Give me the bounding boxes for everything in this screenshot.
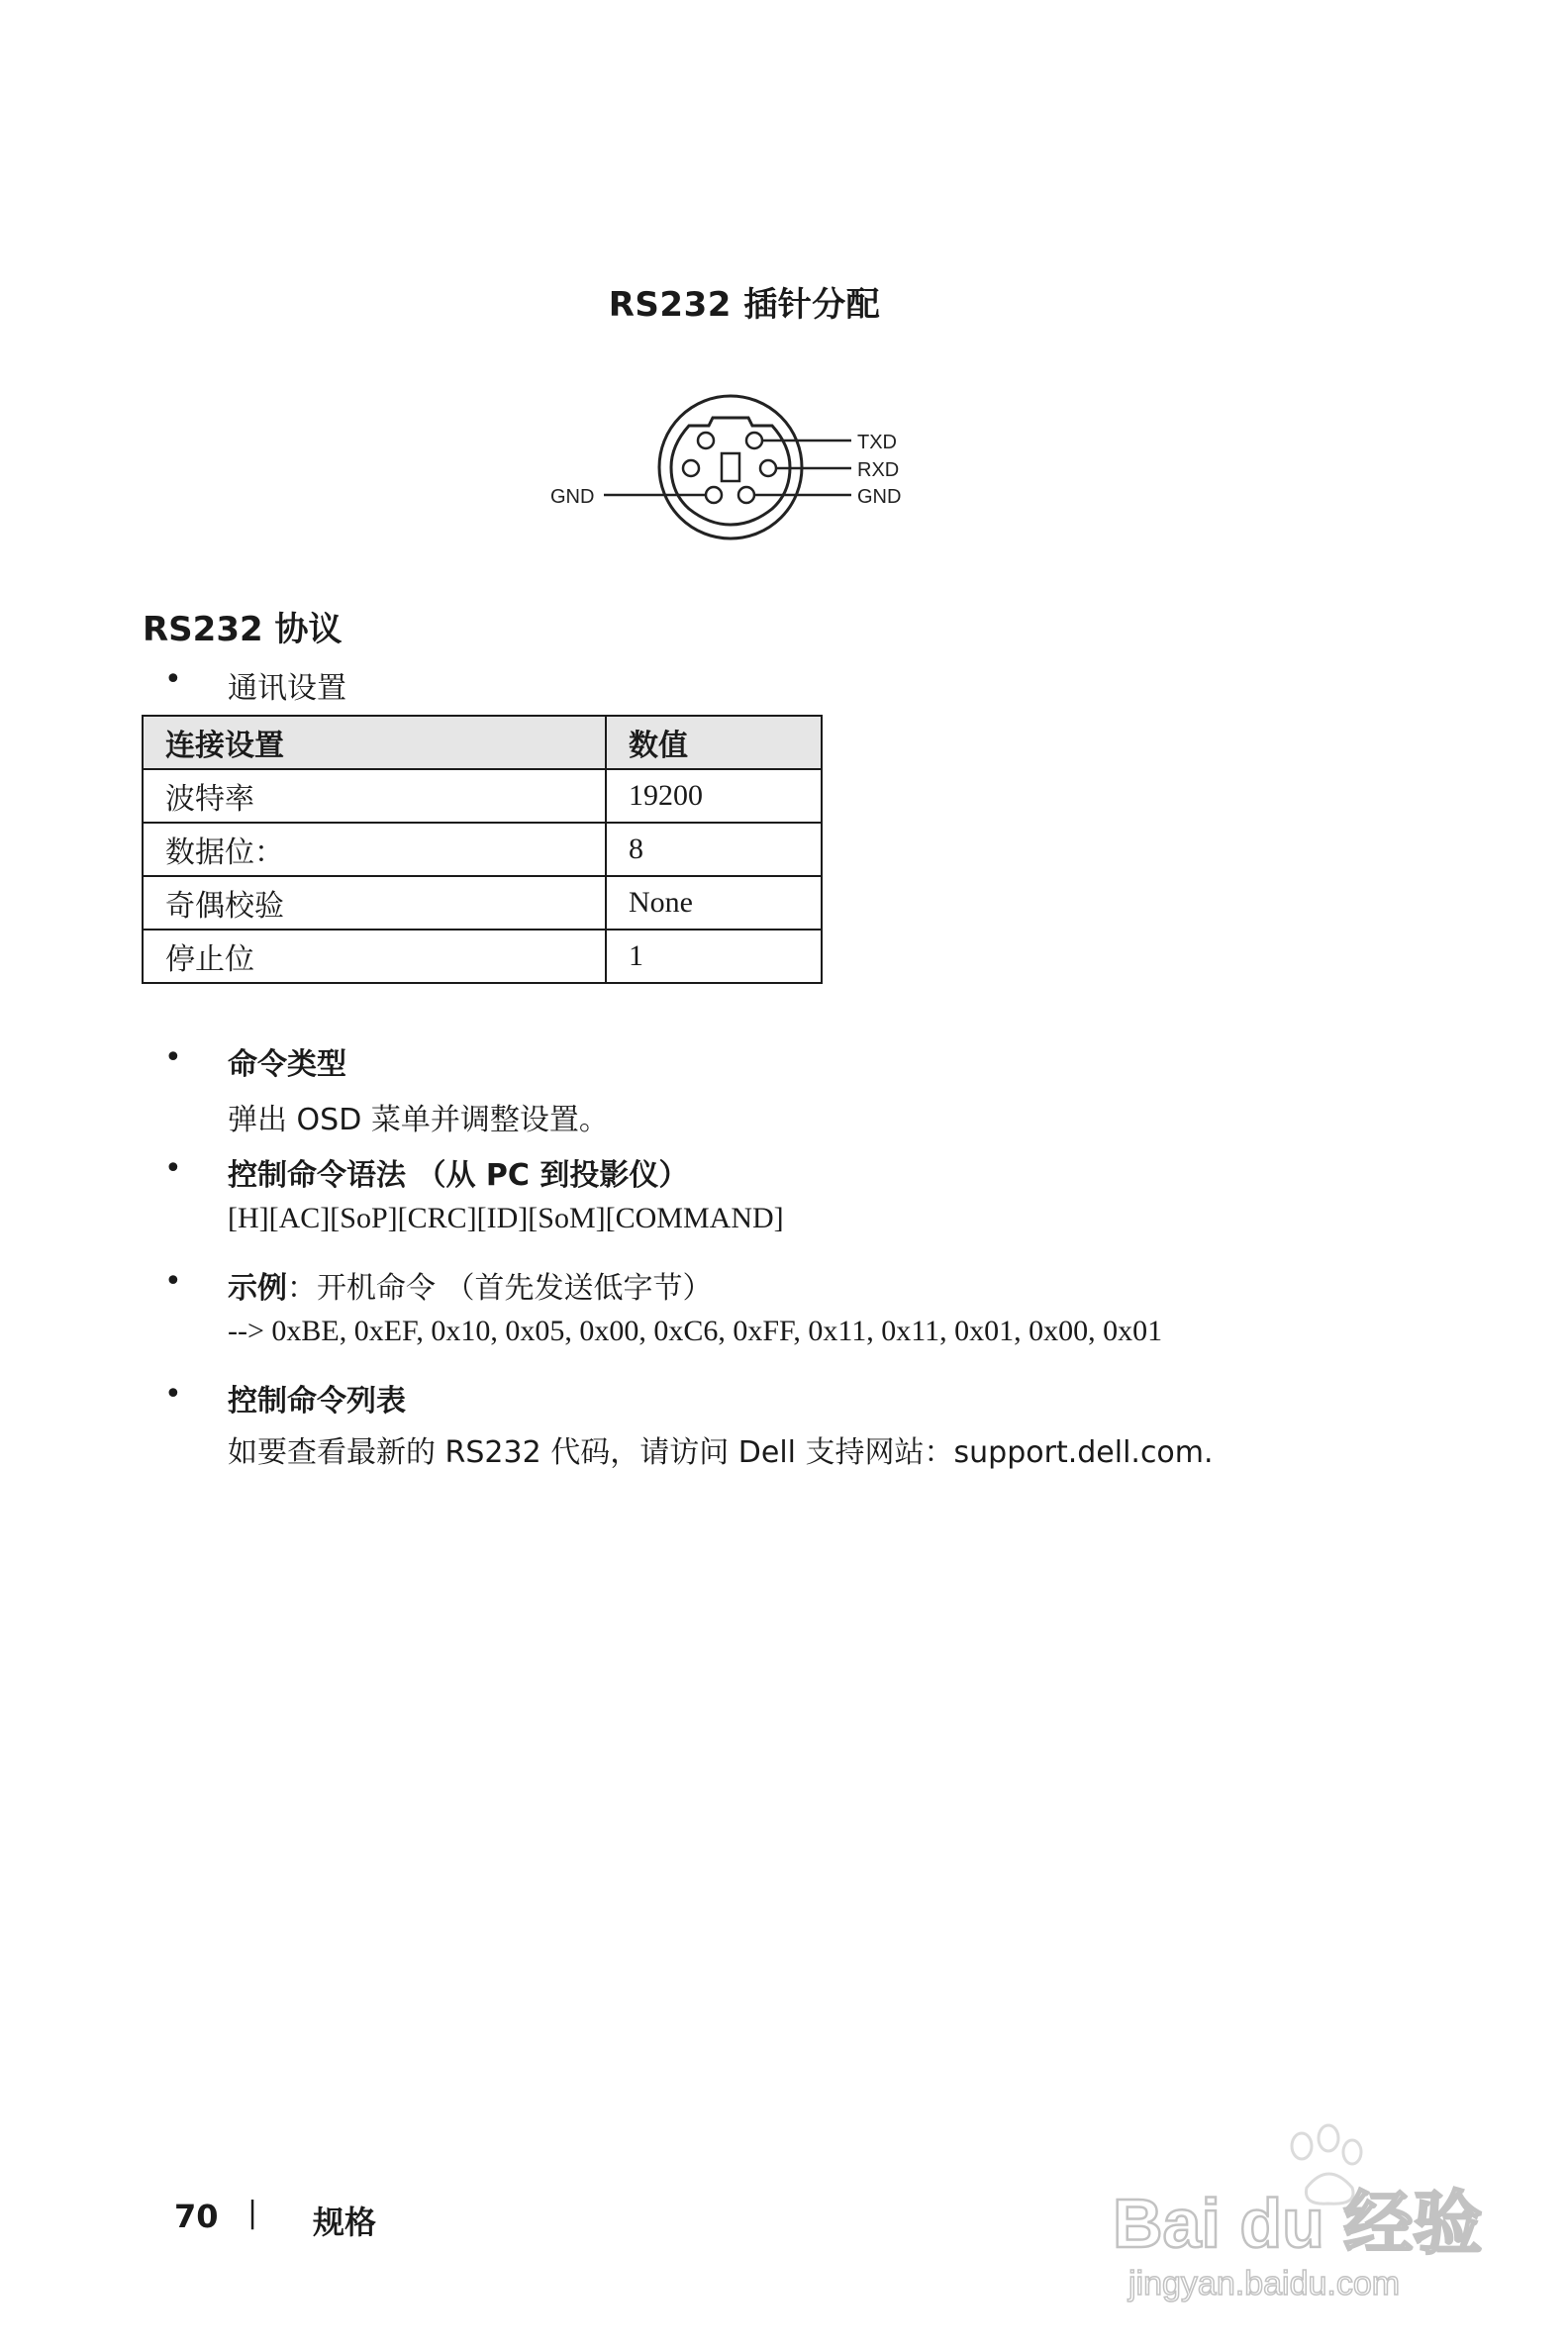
example-label-rest: ：开机命令 （首先发送低字节） [287, 1271, 713, 1306]
pin-bottom-left [706, 487, 722, 503]
page-title: RS232 插针分配 [608, 285, 881, 325]
table-header-row [143, 716, 822, 769]
command-syntax-body: [H][AC][SoP][CRC][ID][SoM][COMMAND] [228, 1202, 784, 1234]
table-cell-value: None [606, 876, 822, 930]
table-row [143, 930, 822, 983]
bullet-comm-settings: • [164, 662, 182, 697]
example-label [228, 1263, 713, 1307]
command-syntax-label: 控制命令语法 （从 PC 到投影仪） [228, 1158, 689, 1193]
pin-top-right [746, 433, 762, 448]
bullet-example: • [164, 1264, 182, 1299]
example-body: --> 0xBE, 0xEF, 0x10, 0x05, 0x00, 0xC6, 0xFF, 0x11, 0x11, 0x01, 0x00, 0x01 [228, 1315, 1163, 1347]
table-cell-setting: 停止位 [143, 930, 606, 983]
watermark-brand: Bai du 经验 [1113, 2185, 1483, 2262]
watermark-url: jingyan.baidu.com [1128, 2265, 1401, 2303]
table-row [143, 876, 822, 930]
txd-label: TXD [857, 432, 897, 453]
command-type-label: 命令类型 [228, 1047, 346, 1082]
rs232-pin-diagram [542, 386, 919, 554]
table-cell-setting: 数据位： [143, 823, 606, 876]
table-cell-value: 8 [606, 823, 822, 876]
table-cell-setting: 奇偶校验 [143, 876, 606, 930]
pin-bottom-right [738, 487, 754, 503]
rxd-label: RXD [857, 459, 900, 481]
connector-inner-shell [671, 418, 790, 525]
table-row [143, 769, 822, 823]
table-cell-setting: 波特率 [143, 769, 606, 823]
command-type-body [228, 1095, 609, 1138]
page-number: 70 [174, 2198, 219, 2235]
table-header-value: 数值 [606, 716, 822, 769]
bullet-command-type: • [164, 1040, 182, 1075]
settings-table [142, 715, 823, 984]
pin-key [722, 453, 739, 481]
command-list-label: 控制命令列表 [228, 1384, 406, 1419]
gnd-left-label: GND [550, 486, 595, 508]
table-cell-value: 19200 [606, 769, 822, 823]
pin-mid-right [760, 460, 776, 476]
table-row [143, 823, 822, 876]
footer-separator: | [247, 2196, 258, 2230]
table-header-setting: 连接设置 [143, 716, 606, 769]
section-title: RS232 协议 [143, 610, 343, 649]
table-cell-value: 1 [606, 930, 822, 983]
command-type-text: 弹出 OSD 菜单并调整设置。 [228, 1103, 609, 1137]
comm-settings-label: 通讯设置 [228, 671, 346, 706]
pin-mid-left [683, 460, 699, 476]
bullet-command-syntax: • [164, 1151, 182, 1186]
baidu-jingyan-watermark [1109, 2108, 1485, 2306]
example-label-bold: 示例 [228, 1271, 287, 1306]
command-list-body: 如要查看最新的 RS232 代码，请访问 Dell 支持网站：support.dell.com. [228, 1435, 1214, 1470]
pin-top-left [698, 433, 714, 448]
bullet-command-list: • [164, 1377, 182, 1412]
footer-section-label: 规格 [313, 2204, 377, 2241]
gnd-right-label: GND [857, 486, 902, 508]
